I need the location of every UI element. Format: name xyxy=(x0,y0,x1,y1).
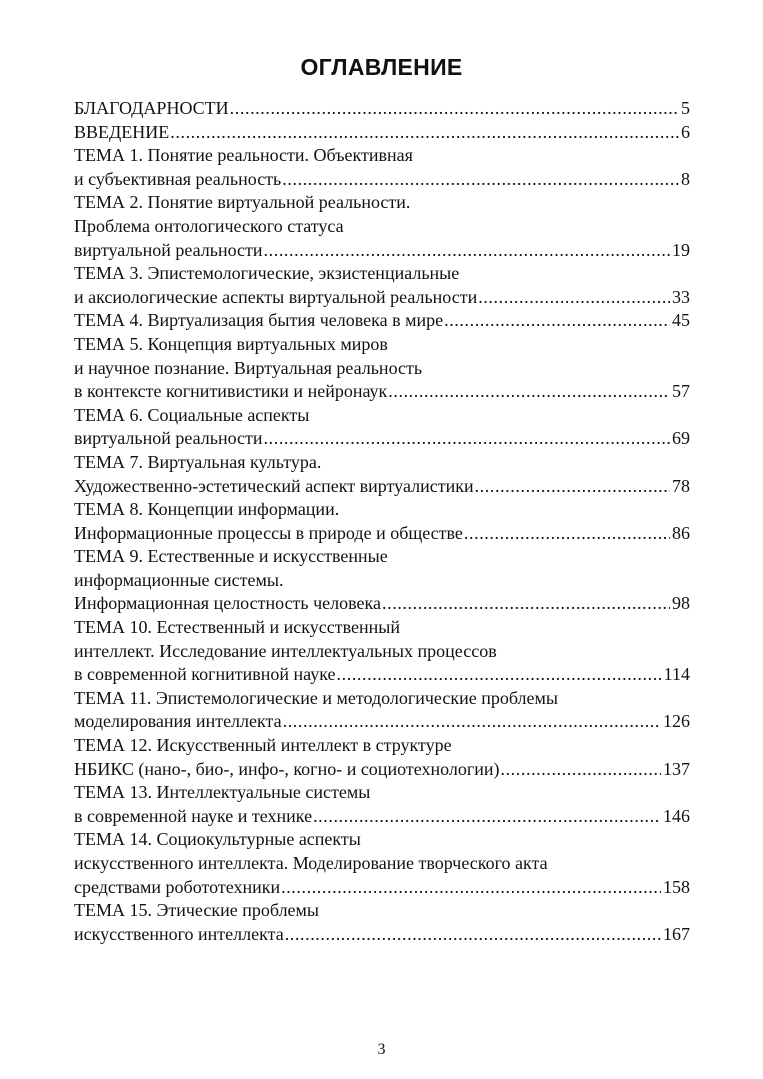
toc-page-number: 78 xyxy=(672,475,690,496)
toc-entry[interactable] xyxy=(74,451,690,498)
toc-page-number: 167 xyxy=(663,923,690,944)
toc-entry-line: БЛАГОДАРНОСТИ xyxy=(74,98,229,118)
toc-entry[interactable] xyxy=(74,191,690,262)
toc-page-number: 86 xyxy=(672,522,690,543)
toc-entry-line: ТЕМА 8. Концепции информации. xyxy=(74,499,340,520)
toc-page-number: 19 xyxy=(672,239,690,260)
toc-page-number: 5 xyxy=(681,98,690,118)
toc-entry-last-line xyxy=(74,805,690,829)
dot-leader xyxy=(282,168,679,192)
toc-entry-last-line xyxy=(74,427,690,451)
toc-entry-line: искусственного интеллекта xyxy=(74,923,284,944)
toc-entry-line: Проблема онтологического статуса xyxy=(74,215,344,236)
toc-page-number: 146 xyxy=(663,805,690,826)
toc-page-number: 8 xyxy=(681,168,690,189)
toc-entry[interactable] xyxy=(74,781,690,828)
toc-entry-last-line xyxy=(74,592,690,616)
toc-entry-last-line xyxy=(74,923,690,947)
page-title: ОГЛАВЛЕНИЕ xyxy=(300,54,463,80)
toc-entry-last-line xyxy=(74,168,690,192)
toc-entry-line: ТЕМА 2. Понятие виртуальной реальности. xyxy=(74,192,411,213)
toc-entry-line: средствами робототехники xyxy=(74,876,281,897)
page-number: 3 xyxy=(377,1041,386,1058)
toc-page-number: 45 xyxy=(672,310,690,331)
dot-leader xyxy=(313,805,661,829)
toc-entry-line: ТЕМА 1. Понятие реальности. Объективная xyxy=(74,145,413,166)
toc-entry[interactable] xyxy=(74,97,690,121)
dot-leader xyxy=(388,380,670,404)
toc-entry-last-line xyxy=(74,380,690,404)
toc-page-number: 57 xyxy=(672,381,690,402)
toc-entry[interactable] xyxy=(74,333,690,404)
toc-entry-last-line xyxy=(74,522,690,546)
dot-leader xyxy=(285,923,661,947)
toc-entry-line: моделирования интеллекта xyxy=(74,711,282,732)
toc-entry-line: информационные системы. xyxy=(74,569,284,590)
toc-entry[interactable] xyxy=(74,262,690,309)
toc-entry-last-line xyxy=(74,97,690,121)
dot-leader xyxy=(337,663,662,687)
toc-page-number: 126 xyxy=(663,711,690,732)
dot-leader xyxy=(444,309,670,333)
toc-entry-line: НБИКС (нано-, био-, инфо-, когно- и социотехнологии) xyxy=(74,758,500,779)
toc-entry[interactable] xyxy=(74,899,690,946)
toc-entry-line: в контексте когнитивистики и нейронаук xyxy=(74,381,388,402)
toc-entry-line: интеллект. Исследование интеллектуальных процессов xyxy=(74,640,497,661)
toc-entry-last-line xyxy=(74,475,690,499)
toc-entry-line: ТЕМА 14. Социокультурные аспекты xyxy=(74,829,361,850)
toc-entry[interactable] xyxy=(74,616,690,687)
toc-entry-line: виртуальной реальности xyxy=(74,428,263,449)
toc-page-number: 33 xyxy=(672,286,690,307)
toc-entry[interactable] xyxy=(74,545,690,616)
toc-entry-last-line xyxy=(74,663,690,687)
toc-entry-line: в современной науке и технике xyxy=(74,805,313,826)
dot-leader xyxy=(382,592,670,616)
dot-leader xyxy=(281,876,661,900)
toc-entry-line: ТЕМА 9. Естественные и искусственные xyxy=(74,546,388,567)
toc-page-number: 114 xyxy=(663,664,690,685)
dot-leader xyxy=(500,758,661,782)
toc-entry-last-line xyxy=(74,121,690,145)
toc-entry-last-line xyxy=(74,286,690,310)
toc-entry[interactable] xyxy=(74,498,690,545)
dot-leader xyxy=(478,286,670,310)
toc-entry-line: и аксиологические аспекты виртуальной реальности xyxy=(74,286,478,307)
toc-page-number: 158 xyxy=(663,876,690,897)
toc-entry[interactable] xyxy=(74,734,690,781)
toc-entry-line: ТЕМА 15. Этические проблемы xyxy=(74,900,320,921)
dot-leader xyxy=(464,522,670,546)
toc-entry-line: ТЕМА 3. Эпистемологические, экзистенциальные xyxy=(74,263,460,284)
toc-entry-line: ТЕМА 13. Интеллектуальные системы xyxy=(74,782,371,803)
toc-entry-line: ТЕМА 4. Виртуализация бытия человека в мире xyxy=(74,310,444,331)
dot-leader xyxy=(230,97,679,121)
dot-leader xyxy=(264,239,670,263)
toc-page-number: 137 xyxy=(663,758,690,779)
toc-entry[interactable] xyxy=(74,687,690,734)
dot-leader xyxy=(283,710,661,734)
toc-entry-last-line xyxy=(74,758,690,782)
toc-entry-last-line xyxy=(74,876,690,900)
dot-leader xyxy=(264,427,670,451)
toc-entry-line: и научное познание. Виртуальная реальность xyxy=(74,357,423,378)
toc-page-number: 6 xyxy=(681,121,690,142)
toc-page-number: 98 xyxy=(672,593,690,614)
toc-entry-last-line xyxy=(74,239,690,263)
toc-entry-line: ТЕМА 6. Социальные аспекты xyxy=(74,404,310,425)
toc-entry-line: Информационные процессы в природе и обществе xyxy=(74,522,463,543)
toc-entry-line: ТЕМА 7. Виртуальная культура. xyxy=(74,451,322,472)
toc-entry-line: в современной когнитивной науке xyxy=(74,664,336,685)
toc-entry-line: искусственного интеллекта. Моделирование творческого акта xyxy=(74,853,548,873)
dot-leader xyxy=(475,475,670,499)
toc-entry-line: ТЕМА 12. Искусственный интеллект в структуре xyxy=(74,735,452,756)
table-of-contents xyxy=(74,97,690,946)
toc-entry-last-line xyxy=(74,710,690,734)
toc-entry-line: виртуальной реальности xyxy=(74,239,263,260)
toc-page-number: 69 xyxy=(672,428,690,449)
toc-entry[interactable] xyxy=(74,828,690,899)
toc-entry[interactable] xyxy=(74,144,690,191)
toc-entry[interactable] xyxy=(74,121,690,145)
toc-entry[interactable] xyxy=(74,404,690,451)
toc-entry-line: ВВЕДЕНИЕ xyxy=(74,121,170,142)
toc-entry-line: ТЕМА 10. Естественный и искусственный xyxy=(74,617,400,638)
toc-entry-line: Информационная целостность человека xyxy=(74,593,382,614)
toc-entry-last-line xyxy=(74,309,690,333)
toc-entry-line: Художественно-эстетический аспект виртуалистики xyxy=(74,475,474,496)
toc-entry-line: ТЕМА 5. Концепция виртуальных миров xyxy=(74,333,388,354)
toc-entry-line: ТЕМА 11. Эпистемологические и методологические проблемы xyxy=(74,687,559,708)
dot-leader xyxy=(170,121,679,145)
toc-entry-line: и субъективная реальность xyxy=(74,168,282,189)
toc-entry[interactable] xyxy=(74,309,690,333)
